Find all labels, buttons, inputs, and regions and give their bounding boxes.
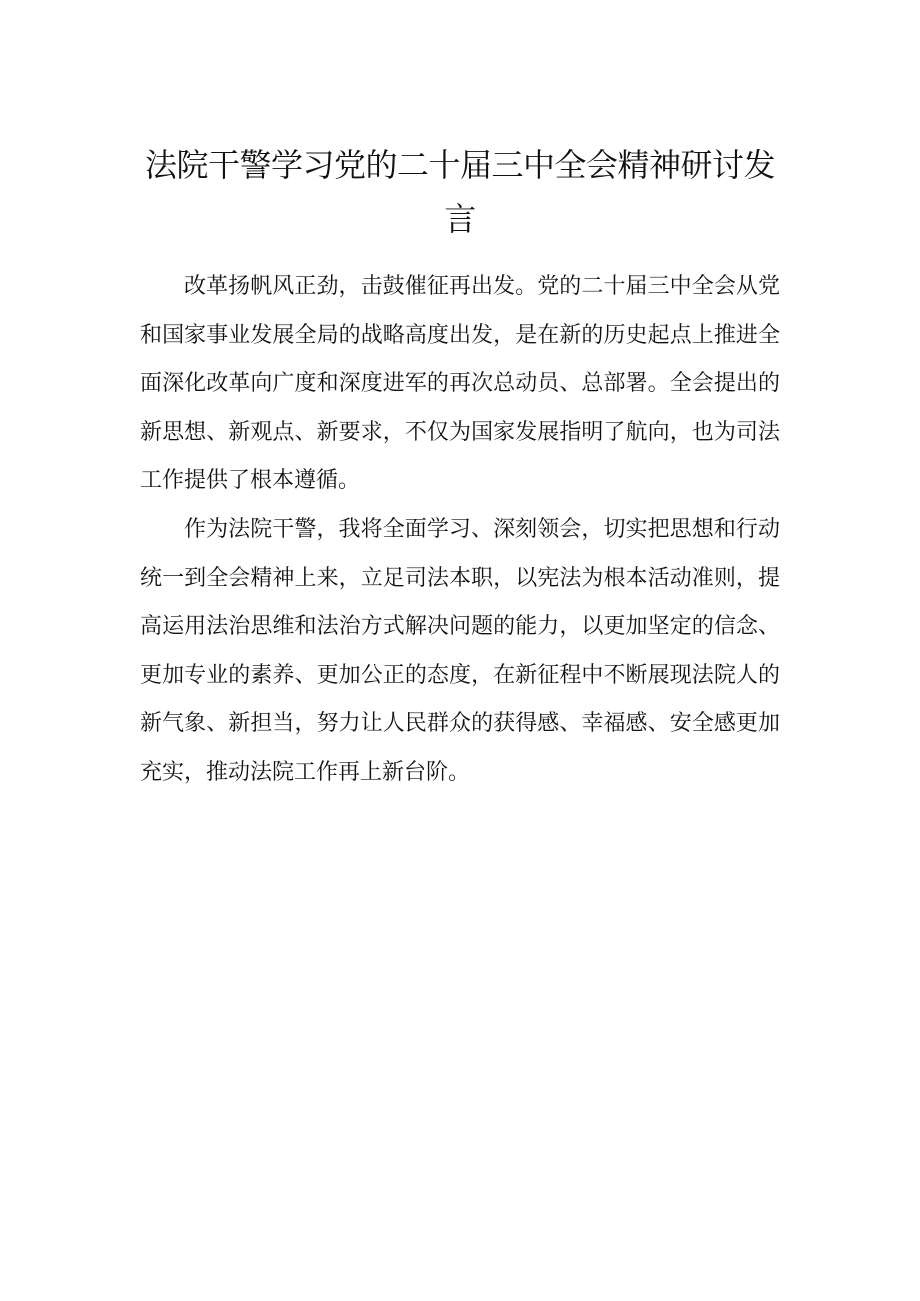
paragraph-2: 作为法院干警，我将全面学习、深刻领会，切实把思想和行动统一到全会精神上来，立足司法本职，以宪法为根本活动准则，提高运用法治思维和法治方式解决问题的能力，以更加坚定的信念、更加专业的素养、更加公正的态度，在新征程中不断展现法院人的新气象、新担当，努力让人民群众的获得感、幸福感、安全感更加充实，推动法院工作再上新台阶。	[140, 516, 780, 785]
document-title: 法院干警学习党的二十届三中全会精神研讨发言	[144, 146, 775, 238]
document-body	[140, 263, 780, 798]
paragraph-1: 改革扬帆风正劲，击鼓催征再出发。党的二十届三中全会从党和国家事业发展全局的战略高度出发，是在新的历史起点上推进全面深化改革向广度和深度进军的再次总动员、总部署。全会提出的新思想、新观点、新要求，不仅为国家发展指明了航向，也为司法工作提供了根本遵循。	[140, 274, 780, 494]
